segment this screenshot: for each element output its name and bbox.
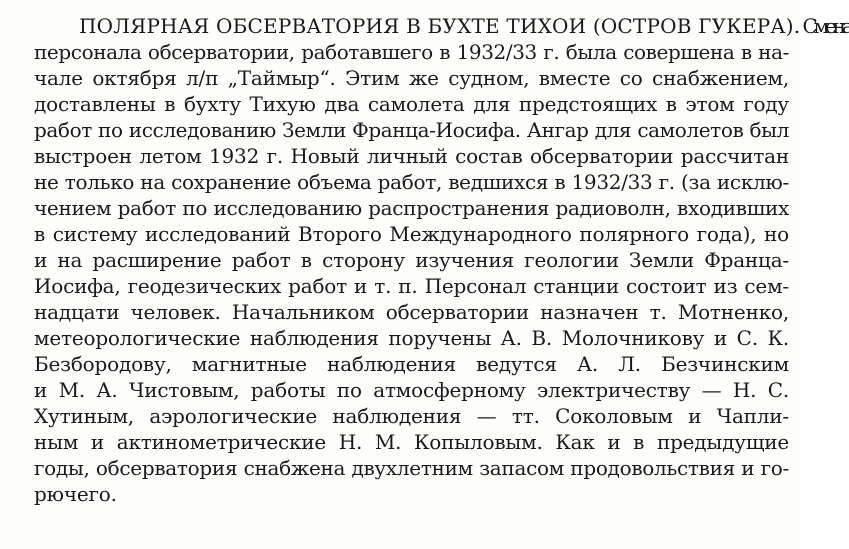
article-line-4: доставлены в бухту Тихую два самолета для предстоящих в этом году [34,92,789,116]
article-line-3: чале октября л/п „Таймыр“. Этим же судном, вместе со снабжением, [34,66,789,90]
article-line-8: чением работ по исследованию распространения радиоволн, входивших [34,196,789,220]
article-line-1-tail: Смена [802,14,849,38]
article-line-11: Иосифа, геодезических работ и т. п. Персонал станции состоит из сем- [34,274,789,298]
article-line-14: Безбородову, магнитные наблюдения ведутся А. Л. Безчинским [34,352,789,376]
article-line-2: персонала обсерватории, работавшего в 1932/33 г. была совершена в на- [34,40,789,64]
article-line-9: в систему исследований Второго Международного полярного года), но [34,222,789,246]
article-line-17: ным и актинометрические Н. М. Копыловым. Как и в предыдущие [34,430,789,454]
article-line-19: рючего. [34,482,117,506]
article-line-10: и на расширение работ в сторону изучения геологии Земли Франца- [34,248,789,272]
article-line-1 [34,13,849,39]
article-text [34,13,849,507]
article-line-13: метеорологические наблюдения поручены А. В. Молочникову и С. К. [34,326,789,350]
article-line-12: надцати человек. Начальником обсерватории назначен т. Мотненко, [34,300,789,324]
article-line-15: и М. А. Чистовым, работы по атмосферному электричеству — Н. С. [34,378,789,402]
article-line-16: Хутиным, аэрологические наблюдения — тт. Соколовым и Чапли- [34,404,789,428]
article-heading: ПОЛЯРНАЯ ОБСЕРВАТОРИЯ В БУХТЕ ТИХОИ (ОСТРОВ ГУКЕРА). [79,14,801,38]
article-line-7: не только на сохранение объема работ, ведшихся в 1932/33 г. (за исклю- [34,170,789,194]
article-line-5: работ по исследованию Земли Франца-Иосифа. Ангар для самолетов был [34,118,789,142]
article-line-18: годы, обсерватория снабжена двухлетним запасом продовольствия и го- [34,456,789,480]
article-line-6: выстроен летом 1932 г. Новый личный состав обсерватории рассчитан [34,144,789,168]
